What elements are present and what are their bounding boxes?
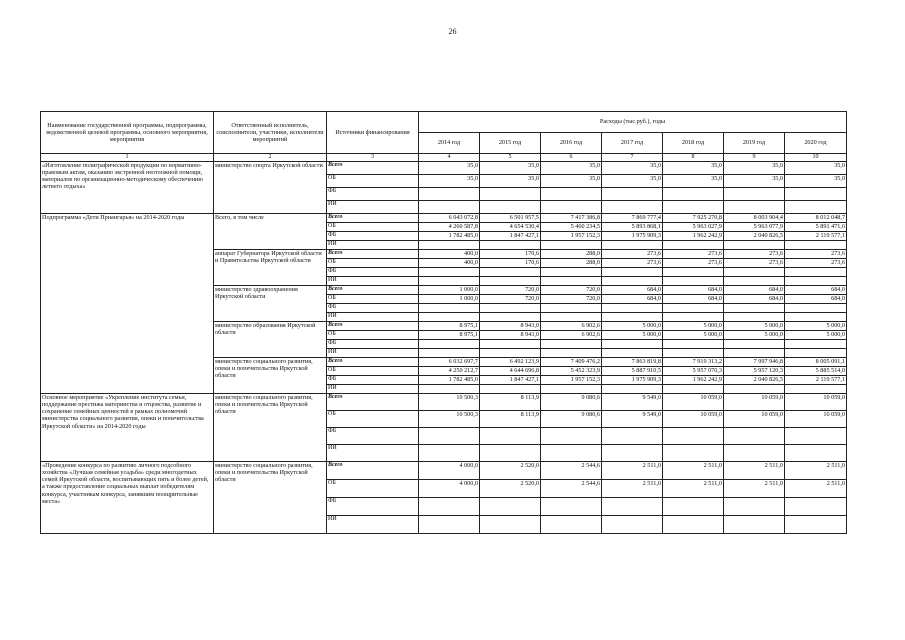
amount-cell <box>419 340 480 349</box>
amount-cell: 273,6 <box>663 250 724 259</box>
amount-cell: 5 000,0 <box>785 322 847 331</box>
funding-source: ИИ <box>327 516 419 534</box>
funding-source: ОБ <box>327 331 419 340</box>
amount-cell <box>724 445 785 462</box>
amount-cell <box>541 313 602 322</box>
amount-cell: 5 893 868,1 <box>602 223 663 232</box>
amount-cell: 684,0 <box>724 286 785 295</box>
amount-cell: 5 885 514,0 <box>785 367 847 376</box>
amount-cell: 9 080,6 <box>541 394 602 411</box>
amount-cell <box>419 277 480 286</box>
amount-cell: 2 119 577,1 <box>785 376 847 385</box>
amount-cell: 273,6 <box>724 250 785 259</box>
funding-source: ОБ <box>327 480 419 498</box>
amount-cell <box>602 304 663 313</box>
amount-cell: 2 119 577,1 <box>785 232 847 241</box>
amount-cell <box>663 385 724 394</box>
amount-cell: 35,0 <box>541 162 602 175</box>
header-year: 2014 год <box>419 133 480 154</box>
amount-cell: 5 963 027,9 <box>663 223 724 232</box>
amount-cell: 7 409 476,2 <box>541 358 602 367</box>
amount-cell: 1 847 427,1 <box>480 376 541 385</box>
amount-cell <box>663 349 724 358</box>
amount-cell: 2 040 826,5 <box>724 232 785 241</box>
amount-cell <box>541 445 602 462</box>
amount-cell <box>663 304 724 313</box>
funding-source: ОБ <box>327 367 419 376</box>
amount-cell <box>541 498 602 516</box>
amount-cell: 4 260 587,8 <box>419 223 480 232</box>
amount-cell <box>480 445 541 462</box>
funding-source: ФБ <box>327 304 419 313</box>
amount-cell <box>541 385 602 394</box>
column-index: 5 <box>480 154 541 162</box>
amount-cell: 5 000,0 <box>724 331 785 340</box>
amount-cell: 7 869 777,4 <box>602 214 663 223</box>
amount-cell <box>663 445 724 462</box>
executor-name: министерство социального развития, опеки и попечительства Иркутской области <box>214 394 327 462</box>
amount-cell: 684,0 <box>663 286 724 295</box>
amount-cell: 1 000,0 <box>419 295 480 304</box>
amount-cell: 35,0 <box>785 175 847 188</box>
amount-cell <box>724 188 785 201</box>
amount-cell <box>419 313 480 322</box>
amount-cell: 6 043 072,8 <box>419 214 480 223</box>
amount-cell <box>541 201 602 214</box>
amount-cell: 273,6 <box>663 259 724 268</box>
amount-cell <box>419 304 480 313</box>
amount-cell: 1 782 485,0 <box>419 232 480 241</box>
amount-cell <box>663 241 724 250</box>
column-index: 4 <box>419 154 480 162</box>
amount-cell <box>785 428 847 445</box>
amount-cell <box>419 241 480 250</box>
column-index: 3 <box>327 154 419 162</box>
amount-cell <box>724 268 785 277</box>
amount-cell: 5 000,0 <box>602 322 663 331</box>
header-year: 2015 год <box>480 133 541 154</box>
header-name: Наименование государственной программы, подпрограммы, ведомственной целевой программы, основного мероприятия, мероприятия <box>41 112 214 154</box>
header-year: 2020 год <box>785 133 847 154</box>
amount-cell <box>785 277 847 286</box>
amount-cell <box>724 241 785 250</box>
amount-cell: 720,0 <box>541 295 602 304</box>
amount-cell: 35,0 <box>602 175 663 188</box>
amount-cell: 10 059,0 <box>785 411 847 428</box>
amount-cell <box>541 304 602 313</box>
amount-cell <box>602 313 663 322</box>
funding-source: Всего <box>327 250 419 259</box>
amount-cell: 2 511,0 <box>724 462 785 480</box>
funding-source: ОБ <box>327 259 419 268</box>
amount-cell: 8 005 091,1 <box>785 358 847 367</box>
amount-cell: 4 000,0 <box>419 480 480 498</box>
amount-cell <box>602 277 663 286</box>
amount-cell <box>541 268 602 277</box>
amount-cell: 35,0 <box>419 162 480 175</box>
amount-cell <box>419 445 480 462</box>
program-name: Основное мероприятие «Укрепление института семьи, поддержание престижа материнства и отцовства, развитие и сохранение семейных ценностей в рамках полномочий министерства социального развития, опеки и попечительства Иркутской области» на 2014-2020 годы <box>41 394 214 462</box>
amount-cell: 1 975 909,3 <box>602 376 663 385</box>
amount-cell <box>480 304 541 313</box>
amount-cell: 7 925 270,8 <box>663 214 724 223</box>
amount-cell <box>602 340 663 349</box>
amount-cell: 35,0 <box>541 175 602 188</box>
amount-cell <box>663 428 724 445</box>
amount-cell: 7 863 819,8 <box>602 358 663 367</box>
amount-cell <box>419 428 480 445</box>
amount-cell: 7 997 946,8 <box>724 358 785 367</box>
amount-cell <box>785 268 847 277</box>
amount-cell: 5 000,0 <box>663 331 724 340</box>
amount-cell <box>785 313 847 322</box>
header-year: 2017 год <box>602 133 663 154</box>
amount-cell: 170,6 <box>480 259 541 268</box>
page-number: 26 <box>448 27 457 36</box>
amount-cell: 7 417 386,8 <box>541 214 602 223</box>
amount-cell: 5 000,0 <box>785 331 847 340</box>
amount-cell: 2 511,0 <box>724 480 785 498</box>
funding-source: ИИ <box>327 385 419 394</box>
amount-cell <box>419 498 480 516</box>
amount-cell: 5 460 234,5 <box>541 223 602 232</box>
funding-source: ОБ <box>327 295 419 304</box>
funding-source: ИИ <box>327 313 419 322</box>
funding-source: ИИ <box>327 277 419 286</box>
amount-cell <box>541 349 602 358</box>
amount-cell: 400,0 <box>419 259 480 268</box>
header-source: Источники финансирования <box>327 112 419 154</box>
amount-cell <box>785 304 847 313</box>
executor-name: Всего, в том числе <box>214 214 327 250</box>
amount-cell <box>663 313 724 322</box>
amount-cell: 288,0 <box>541 250 602 259</box>
amount-cell: 1 957 152,3 <box>541 376 602 385</box>
amount-cell: 5 887 910,5 <box>602 367 663 376</box>
amount-cell: 9 080,6 <box>541 411 602 428</box>
executor-name: министерство образования Иркутской области <box>214 322 327 358</box>
executor-name: министерство спорта Иркутской области <box>214 162 327 214</box>
amount-cell <box>724 498 785 516</box>
amount-cell: 8 012 048,7 <box>785 214 847 223</box>
amount-cell: 8 943,0 <box>480 322 541 331</box>
amount-cell: 2 511,0 <box>785 480 847 498</box>
amount-cell: 35,0 <box>480 175 541 188</box>
amount-cell: 720,0 <box>541 286 602 295</box>
amount-cell: 2 520,0 <box>480 462 541 480</box>
amount-cell: 10 500,3 <box>419 411 480 428</box>
amount-cell <box>724 385 785 394</box>
executor-name: министерство социального развития, опеки и попечительства Иркутской области <box>214 462 327 534</box>
funding-source: ОБ <box>327 411 419 428</box>
amount-cell <box>602 241 663 250</box>
amount-cell: 10 059,0 <box>663 394 724 411</box>
amount-cell: 4 654 530,4 <box>480 223 541 232</box>
amount-cell <box>724 428 785 445</box>
amount-cell: 2 511,0 <box>602 480 663 498</box>
funding-source: Всего <box>327 394 419 411</box>
amount-cell: 8 113,9 <box>480 394 541 411</box>
amount-cell <box>785 498 847 516</box>
amount-cell: 4 644 696,8 <box>480 367 541 376</box>
amount-cell <box>419 188 480 201</box>
funding-source: ФБ <box>327 268 419 277</box>
amount-cell: 1 975 909,3 <box>602 232 663 241</box>
executor-name: министерство социального развития, опеки и попечительства Иркутской области <box>214 358 327 394</box>
amount-cell: 6 501 957,5 <box>480 214 541 223</box>
amount-cell <box>663 277 724 286</box>
funding-source: ОБ <box>327 223 419 232</box>
amount-cell: 35,0 <box>724 175 785 188</box>
amount-cell: 684,0 <box>724 295 785 304</box>
column-index: 8 <box>663 154 724 162</box>
amount-cell <box>480 241 541 250</box>
column-index: 1 <box>41 154 214 162</box>
funding-source: ФБ <box>327 376 419 385</box>
amount-cell: 684,0 <box>785 286 847 295</box>
amount-cell: 35,0 <box>724 162 785 175</box>
amount-cell: 2 511,0 <box>663 462 724 480</box>
amount-cell: 2 544,6 <box>541 480 602 498</box>
table-row <box>41 162 847 175</box>
amount-cell <box>785 201 847 214</box>
amount-cell <box>541 428 602 445</box>
amount-cell: 684,0 <box>785 295 847 304</box>
amount-cell: 1 962 242,9 <box>663 376 724 385</box>
amount-cell <box>602 498 663 516</box>
table-row <box>41 462 847 480</box>
amount-cell <box>541 516 602 534</box>
amount-cell: 170,6 <box>480 250 541 259</box>
program-name: «Изготовление полиграфической продукции по нормативно-правовым актам, оказанию экстренной неотложной помощи, материалов по организационно-методическому обеспечению летнего отдыха» <box>41 162 214 214</box>
amount-cell: 35,0 <box>419 175 480 188</box>
amount-cell <box>724 304 785 313</box>
amount-cell: 720,0 <box>480 286 541 295</box>
amount-cell: 8 975,1 <box>419 331 480 340</box>
table-row <box>41 394 847 411</box>
program-name: «Проведение конкурса по развитию личного подсобного хозяйства «Лучшая семейная усадьба» среди многодетных семей Иркутской области, воспитывающих пять и более детей, а также предоставление социальных выплат победителям конкурса, участникам конкурса, занявшим поощрительные места» <box>41 462 214 534</box>
amount-cell: 684,0 <box>663 295 724 304</box>
amount-cell <box>663 498 724 516</box>
amount-cell <box>480 349 541 358</box>
amount-cell <box>602 385 663 394</box>
funding-source: ИИ <box>327 241 419 250</box>
funding-source: Всего <box>327 286 419 295</box>
amount-cell: 6 032 697,7 <box>419 358 480 367</box>
amount-cell: 5 957 070,3 <box>663 367 724 376</box>
amount-cell: 8 113,9 <box>480 411 541 428</box>
amount-cell: 273,6 <box>602 259 663 268</box>
amount-cell: 5 000,0 <box>602 331 663 340</box>
amount-cell <box>602 349 663 358</box>
funding-source: ФБ <box>327 428 419 445</box>
amount-cell: 35,0 <box>480 162 541 175</box>
amount-cell: 5 452 323,9 <box>541 367 602 376</box>
amount-cell <box>480 385 541 394</box>
funding-source: ОБ <box>327 175 419 188</box>
header-year: 2018 год <box>663 133 724 154</box>
funding-source: Всего <box>327 462 419 480</box>
amount-cell <box>541 277 602 286</box>
amount-cell <box>480 313 541 322</box>
header-year: 2019 год <box>724 133 785 154</box>
amount-cell: 2 544,6 <box>541 462 602 480</box>
amount-cell: 35,0 <box>602 162 663 175</box>
amount-cell: 10 059,0 <box>663 411 724 428</box>
amount-cell <box>602 445 663 462</box>
amount-cell: 10 500,3 <box>419 394 480 411</box>
amount-cell <box>785 516 847 534</box>
funding-source: ИИ <box>327 349 419 358</box>
amount-cell: 1 962 242,9 <box>663 232 724 241</box>
amount-cell: 5 000,0 <box>724 322 785 331</box>
header-executor: Ответственный исполнитель, соисполнители, участники, исполнители мероприятий <box>214 112 327 154</box>
amount-cell: 10 059,0 <box>724 411 785 428</box>
amount-cell <box>785 385 847 394</box>
amount-cell: 35,0 <box>663 175 724 188</box>
amount-cell: 8 003 904,4 <box>724 214 785 223</box>
amount-cell: 1 782 485,0 <box>419 376 480 385</box>
amount-cell: 7 919 313,2 <box>663 358 724 367</box>
column-index: 7 <box>602 154 663 162</box>
amount-cell: 10 059,0 <box>724 394 785 411</box>
amount-cell: 684,0 <box>602 286 663 295</box>
amount-cell <box>785 445 847 462</box>
header-year: 2016 год <box>541 133 602 154</box>
amount-cell: 2 520,0 <box>480 480 541 498</box>
amount-cell: 273,6 <box>724 259 785 268</box>
amount-cell <box>785 340 847 349</box>
amount-cell <box>602 268 663 277</box>
amount-cell: 400,0 <box>419 250 480 259</box>
amount-cell <box>785 188 847 201</box>
amount-cell <box>724 349 785 358</box>
amount-cell <box>602 428 663 445</box>
funding-source: ИИ <box>327 445 419 462</box>
amount-cell <box>480 268 541 277</box>
funding-source: ИИ <box>327 201 419 214</box>
budget-table <box>40 111 847 534</box>
amount-cell: 4 250 212,7 <box>419 367 480 376</box>
amount-cell <box>480 188 541 201</box>
funding-source: Всего <box>327 322 419 331</box>
column-index: 10 <box>785 154 847 162</box>
amount-cell: 273,6 <box>602 250 663 259</box>
amount-cell <box>785 241 847 250</box>
column-index: 6 <box>541 154 602 162</box>
amount-cell: 288,0 <box>541 259 602 268</box>
amount-cell <box>785 349 847 358</box>
amount-cell: 273,6 <box>785 259 847 268</box>
amount-cell: 2 511,0 <box>785 462 847 480</box>
amount-cell: 2 040 826,5 <box>724 376 785 385</box>
amount-cell <box>419 516 480 534</box>
amount-cell: 1 000,0 <box>419 286 480 295</box>
funding-source: ФБ <box>327 188 419 201</box>
amount-cell: 5 000,0 <box>663 322 724 331</box>
column-index: 9 <box>724 154 785 162</box>
header-expenses: Расходы (тыс.руб.), годы <box>419 112 847 133</box>
amount-cell: 9 549,0 <box>602 411 663 428</box>
amount-cell: 4 000,0 <box>419 462 480 480</box>
amount-cell <box>419 268 480 277</box>
amount-cell: 10 059,0 <box>785 394 847 411</box>
amount-cell <box>419 385 480 394</box>
amount-cell: 2 511,0 <box>602 462 663 480</box>
amount-cell <box>480 340 541 349</box>
funding-source: Всего <box>327 358 419 367</box>
executor-name: министерство здравоохранения Иркутской области <box>214 286 327 322</box>
executor-name: аппарат Губернатора Иркутской области и Правительства Иркутской области <box>214 250 327 286</box>
amount-cell <box>663 268 724 277</box>
amount-cell <box>724 313 785 322</box>
amount-cell <box>419 201 480 214</box>
amount-cell <box>724 516 785 534</box>
amount-cell: 8 943,0 <box>480 331 541 340</box>
amount-cell <box>724 277 785 286</box>
amount-cell: 5 891 471,6 <box>785 223 847 232</box>
amount-cell <box>480 428 541 445</box>
amount-cell: 1 847 427,1 <box>480 232 541 241</box>
program-name: Подпрограмма «Дети Приангарья» на 2014-2020 годы <box>41 214 214 394</box>
amount-cell: 1 957 152,3 <box>541 232 602 241</box>
amount-cell <box>602 188 663 201</box>
amount-cell <box>541 241 602 250</box>
amount-cell: 9 549,0 <box>602 394 663 411</box>
table-row <box>41 214 847 223</box>
amount-cell: 720,0 <box>480 295 541 304</box>
amount-cell: 35,0 <box>785 162 847 175</box>
amount-cell: 2 511,0 <box>663 480 724 498</box>
amount-cell <box>663 201 724 214</box>
amount-cell <box>663 188 724 201</box>
amount-cell: 35,0 <box>663 162 724 175</box>
funding-source: ФБ <box>327 498 419 516</box>
amount-cell: 5 957 120,3 <box>724 367 785 376</box>
amount-cell <box>724 340 785 349</box>
amount-cell <box>663 340 724 349</box>
amount-cell <box>480 201 541 214</box>
amount-cell <box>724 201 785 214</box>
funding-source: Всего <box>327 214 419 223</box>
amount-cell <box>541 340 602 349</box>
amount-cell: 5 963 077,9 <box>724 223 785 232</box>
amount-cell: 6 902,6 <box>541 322 602 331</box>
amount-cell <box>541 188 602 201</box>
amount-cell <box>480 277 541 286</box>
funding-source: ФБ <box>327 232 419 241</box>
amount-cell <box>663 516 724 534</box>
column-index: 2 <box>214 154 327 162</box>
amount-cell <box>419 349 480 358</box>
amount-cell <box>480 498 541 516</box>
amount-cell <box>602 516 663 534</box>
amount-cell <box>602 201 663 214</box>
funding-source: ФБ <box>327 340 419 349</box>
amount-cell: 6 902,6 <box>541 331 602 340</box>
funding-source: Всего <box>327 162 419 175</box>
amount-cell: 8 975,1 <box>419 322 480 331</box>
amount-cell: 273,6 <box>785 250 847 259</box>
amount-cell: 6 492 123,9 <box>480 358 541 367</box>
amount-cell: 684,0 <box>602 295 663 304</box>
amount-cell <box>480 516 541 534</box>
